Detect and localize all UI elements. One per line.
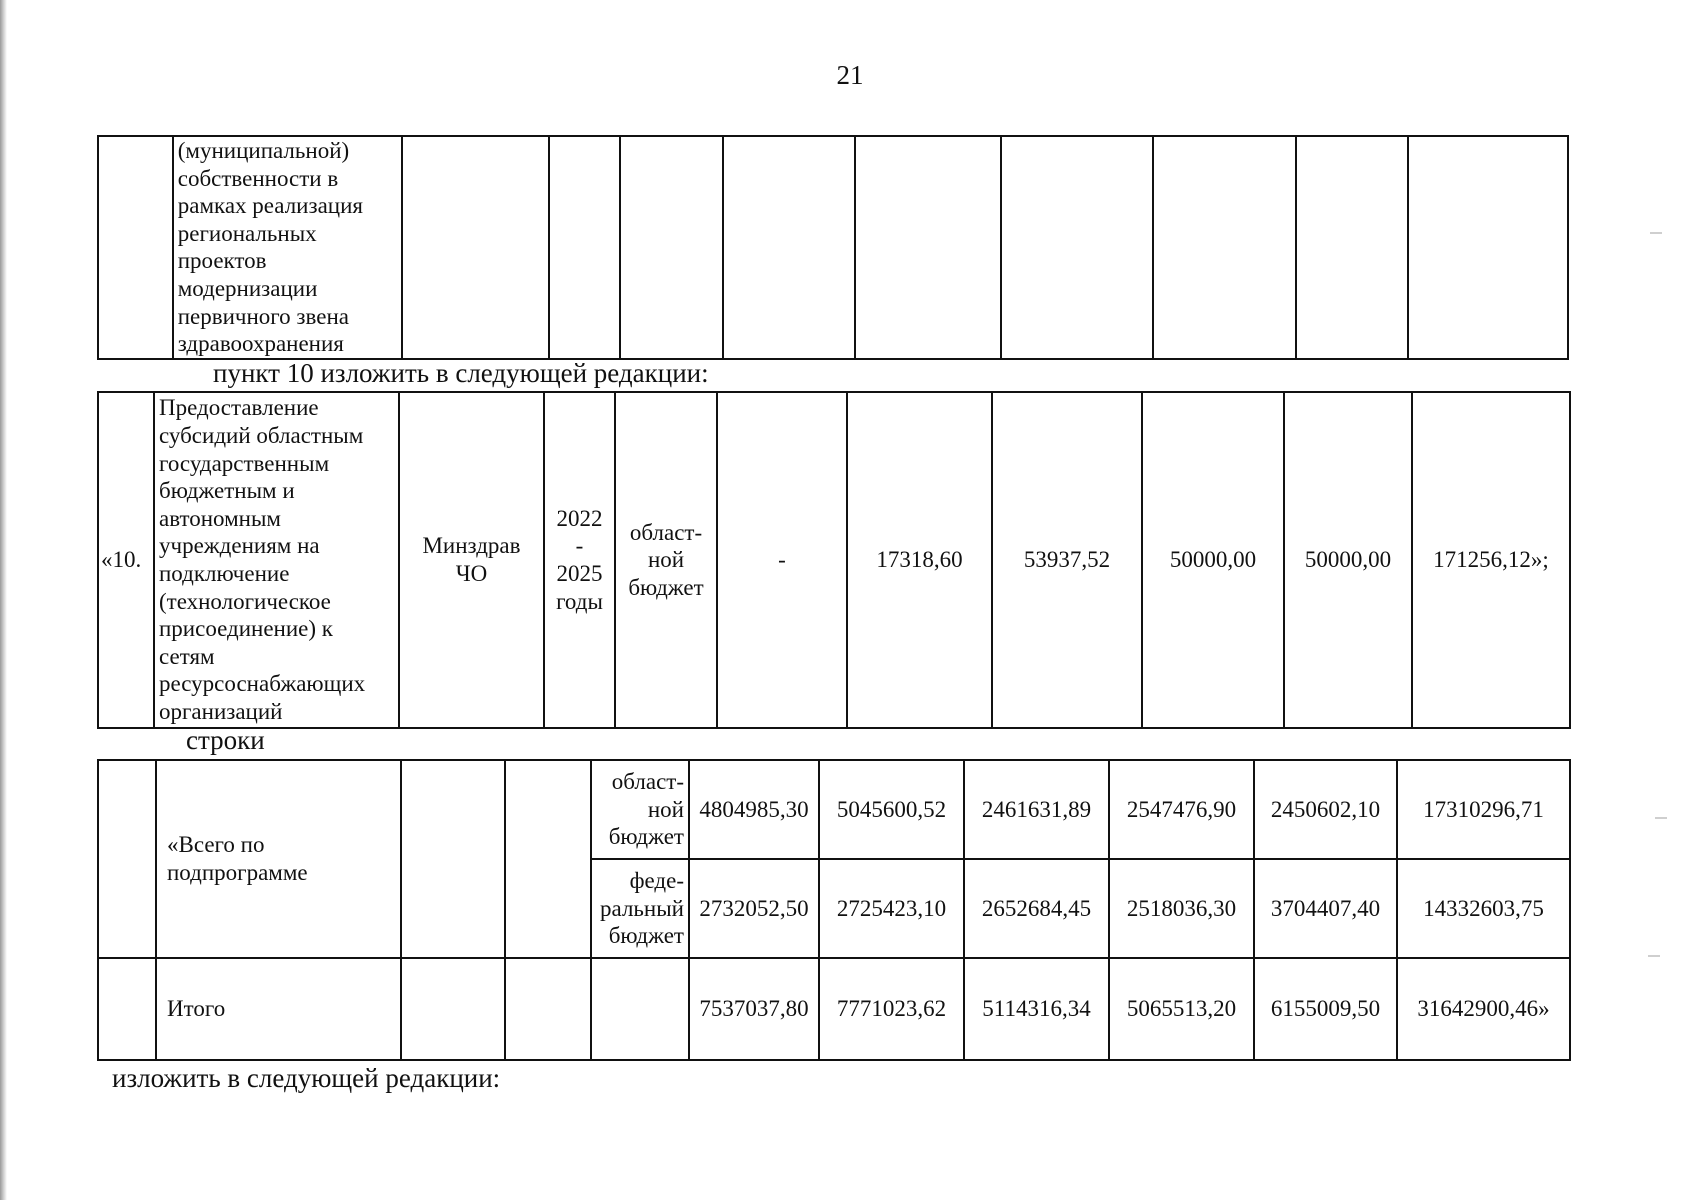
cell-period bbox=[549, 136, 621, 359]
cell-value: 5045600,52 bbox=[819, 760, 964, 859]
cell-value bbox=[1001, 136, 1153, 359]
cell-value: 7537037,80 bbox=[689, 958, 819, 1060]
cell-value bbox=[723, 136, 854, 359]
cell-value: 2518036,30 bbox=[1109, 859, 1254, 958]
cell-name: Предоставление субсидий областным государственным бюджетным и автономным учреждениям на подключение (технологическое присоединение) к сетям ресурсоснабжающих организаций bbox=[154, 392, 399, 728]
cell-value: 6155009,50 bbox=[1254, 958, 1397, 1060]
instruction-note: изложить в следующей редакции: bbox=[112, 1063, 501, 1093]
cell-source bbox=[591, 958, 689, 1060]
cell-value bbox=[855, 136, 1001, 359]
cell-value-2022: 17318,60 bbox=[847, 392, 992, 728]
cell-number bbox=[98, 958, 156, 1060]
cell-total: 14332603,75 bbox=[1397, 859, 1570, 958]
cell-value: 3704407,40 bbox=[1254, 859, 1397, 958]
cell-label: Итого bbox=[156, 958, 401, 1060]
cell-executor bbox=[402, 136, 548, 359]
cell-value-2021: - bbox=[717, 392, 847, 728]
instruction-note: строки bbox=[186, 725, 265, 755]
cell-value: 2450602,10 bbox=[1254, 760, 1397, 859]
cell-value: 2461631,89 bbox=[964, 760, 1109, 859]
cell-source: област- ной бюджет bbox=[615, 392, 717, 728]
cell-value bbox=[1153, 136, 1296, 359]
scan-speck bbox=[1650, 232, 1662, 234]
table-row bbox=[98, 136, 1568, 359]
table-totals bbox=[97, 759, 1571, 1061]
cell-executor bbox=[401, 760, 505, 958]
cell-source: област- ной бюджет bbox=[591, 760, 689, 859]
table-continuation bbox=[97, 135, 1569, 360]
cell-number bbox=[98, 760, 156, 958]
cell-value: 7771023,62 bbox=[819, 958, 964, 1060]
cell-label: «Всего по подпрограмме bbox=[156, 760, 401, 958]
instruction-note: пункт 10 изложить в следующей редакции: bbox=[213, 358, 709, 388]
cell-value: 2732052,50 bbox=[689, 859, 819, 958]
cell-value-2025: 50000,00 bbox=[1284, 392, 1412, 728]
cell-value-2024: 50000,00 bbox=[1142, 392, 1284, 728]
cell-executor: Минздрав ЧО bbox=[399, 392, 544, 728]
cell-value bbox=[1408, 136, 1568, 359]
cell-name: (муниципальной) собственности в рамках реализация региональных проектов модернизации первичного звена здравоохранения bbox=[173, 136, 402, 359]
table-row bbox=[98, 958, 1570, 1060]
cell-source: феде- ральный бюджет bbox=[591, 859, 689, 958]
cell-total: 17310296,71 bbox=[1397, 760, 1570, 859]
cell-value: 4804985,30 bbox=[689, 760, 819, 859]
scan-speck bbox=[1648, 955, 1660, 957]
table-row bbox=[98, 392, 1570, 728]
cell-number bbox=[98, 136, 173, 359]
cell-total: 31642900,46» bbox=[1397, 958, 1570, 1060]
table-item-10 bbox=[97, 391, 1571, 729]
cell-value: 5065513,20 bbox=[1109, 958, 1254, 1060]
cell-period bbox=[505, 760, 591, 958]
scan-left-edge bbox=[0, 0, 7, 1200]
cell-source bbox=[620, 136, 723, 359]
cell-value: 2652684,45 bbox=[964, 859, 1109, 958]
cell-value: 2725423,10 bbox=[819, 859, 964, 958]
cell-value: 5114316,34 bbox=[964, 958, 1109, 1060]
cell-number: «10. bbox=[98, 392, 154, 728]
table-row bbox=[98, 760, 1570, 859]
cell-value-2023: 53937,52 bbox=[992, 392, 1142, 728]
cell-value: 2547476,90 bbox=[1109, 760, 1254, 859]
cell-period: 2022 - 2025 годы bbox=[544, 392, 615, 728]
cell-value bbox=[1296, 136, 1408, 359]
page-number: 21 bbox=[836, 60, 864, 90]
scan-speck bbox=[1655, 817, 1667, 819]
cell-period bbox=[505, 958, 591, 1060]
cell-total: 171256,12»; bbox=[1412, 392, 1570, 728]
cell-executor bbox=[401, 958, 505, 1060]
